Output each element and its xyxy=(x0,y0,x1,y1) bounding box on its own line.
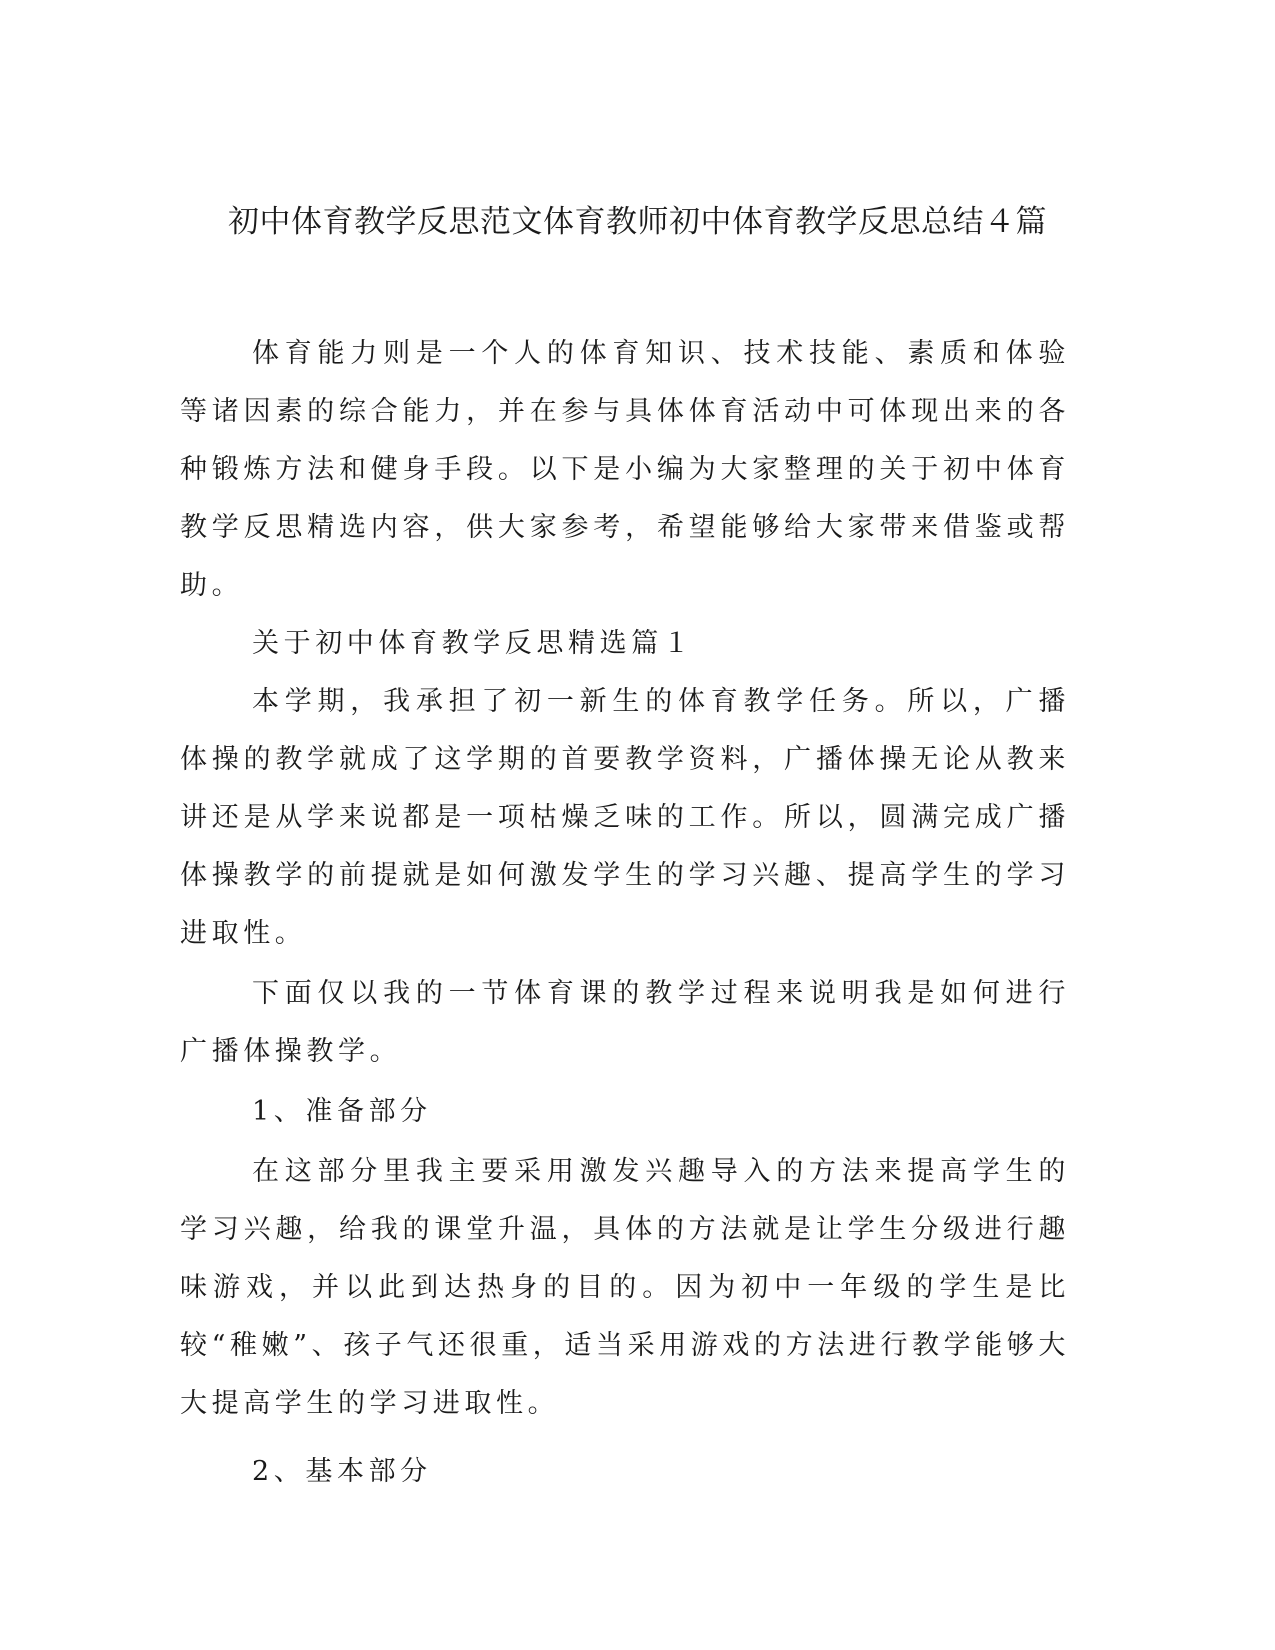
subsection-heading: 1、准备部分 xyxy=(252,1096,432,1127)
subsection-heading: 2、基本部分 xyxy=(252,1456,432,1487)
body-paragraph: 在这部分里我主要采用激发兴趣导入的方法来提高学生的学习兴趣，给我的课堂升温，具体的方法就是让学生分级进行趣味游戏，并以此到达热身的目的。因为初中一年级的学生是比较“稚嫩”、孩子气还很重，适当采用游戏的方法进行教学能够大大提高学生的学习进取性。 xyxy=(180,1156,1071,1419)
section-heading: 关于初中体育教学反思精选篇１ xyxy=(252,628,695,659)
body-paragraph: 本学期，我承担了初一新生的体育教学任务。所以，广播体操的教学就成了这学期的首要教学资料，广播体操无论从教来讲还是从学来说都是一项枯燥乏味的工作。所以，圆满完成广播体操教学的前提就是如何激发学生的学习兴趣、提高学生的学习进取性。 xyxy=(180,686,1070,949)
intro-paragraph: 体育能力则是一个人的体育知识、技术技能、素质和体验等诸因素的综合能力，并在参与具体体育活动中可体现出来的各种锻炼方法和健身手段。以下是小编为大家整理的关于初中体育教学反思精选内容，供大家参考，希望能够给大家带来借鉴或帮助。 xyxy=(180,338,1070,601)
document-title: 初中体育教学反思范文体育教师初中体育教学反思总结４篇 xyxy=(228,204,1047,240)
document-body xyxy=(180,325,1070,1501)
body-paragraph: 下面仅以我的一节体育课的教学过程来说明我是如何进行广播体操教学。 xyxy=(180,978,1070,1067)
